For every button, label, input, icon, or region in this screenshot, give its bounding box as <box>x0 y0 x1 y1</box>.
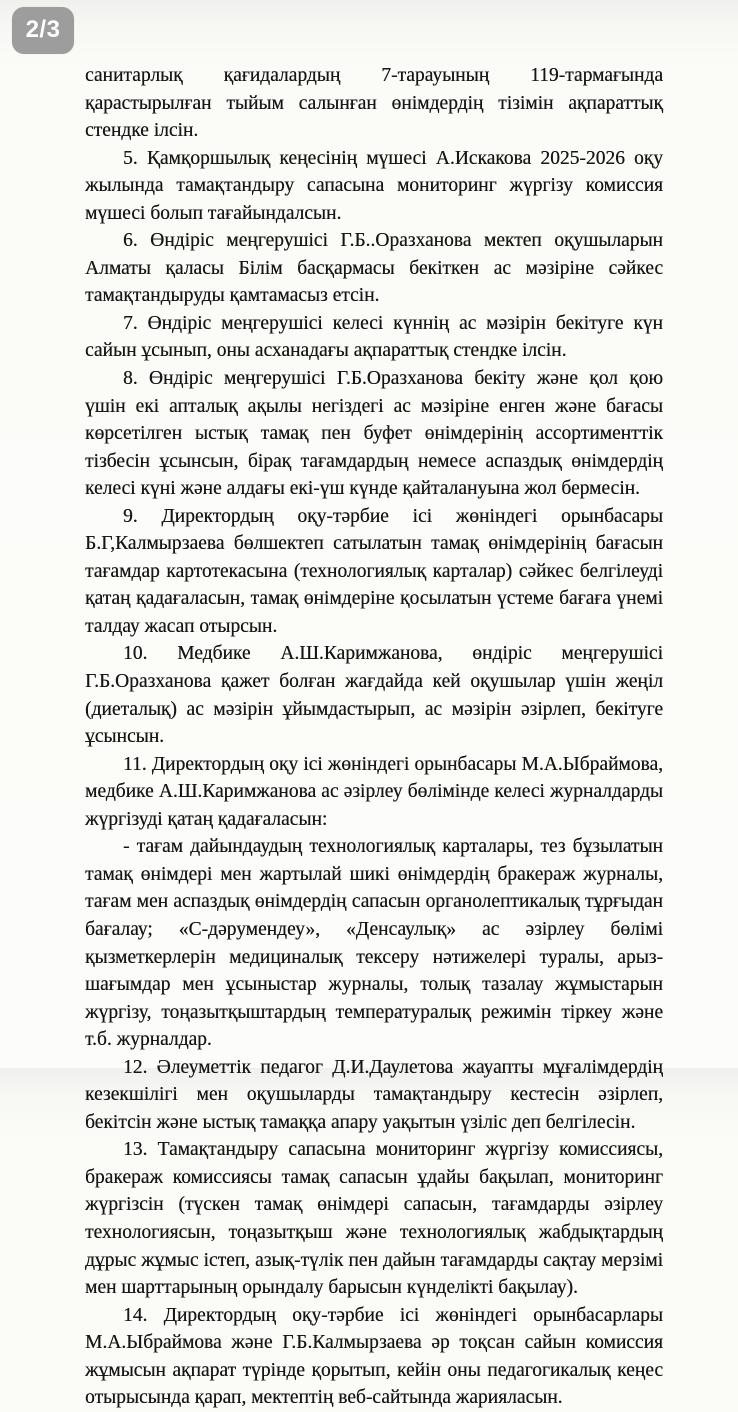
paragraph-10: 12. Әлеуметтік педагог Д.И.Даулетова жауапты мұғалімдердің кезекшілігі мен оқушыларды тамақтандыру кестесін әзірлеп, бекітсін және ыстық тамаққа апару уақытын үзіліс деп белгілесін. <box>85 1056 663 1133</box>
paragraph-6: 9. Директордың оқу-тәрбие ісі жөніндегі орынбасары Б.Г,Калмырзаева бөлшектеп сатылатын тамақ өнімдерінің бағасын тағамдар картотекасына (технологиялық карталар) сәйкес белгілеуді қатаң қадағаласын, тамақ өнімдеріне қосылатын үстеме бағаға үнемі талдау жасап отырсын. <box>85 505 663 637</box>
page-indicator-badge: 2/3 <box>12 7 74 54</box>
paragraph-7: 10. Медбике А.Ш.Каримжанова, өндіріс меңгерушісі Г.Б.Оразханова қажет болған жағдайда кей оқушылар үшін жеңіл (диеталық) ас мәзірін ұйымдастырып, ас мәзірін әзірлеп, бекітуге ұсынсын. <box>85 643 663 748</box>
paragraph-3: 6. Өндіріс меңгерушісі Г.Б..Оразханова мектеп оқушыларын Алматы қаласы Білім басқармасы бекіткен ас мәзіріне сәйкес тамақтандыруды қамтамасыз етсін. <box>85 230 663 307</box>
paragraph-4: 7. Өндіріс меңгерушісі келесі күннің ас мәзірін бекітуге күн сайын ұсынып, оны асханадағы ақпараттық стендке ілсін. <box>85 312 663 362</box>
paragraph-8: 11. Директордың оқу ісі жөніндегі орынбасары М.А.Ыбраймова, медбике А.Ш.Каримжанова ас әзірлеу бөлімінде келесі журналдарды жүргізуді қатаң қадағаласын: <box>85 753 663 830</box>
paragraph-1: санитарлық қағидалардың 7-тарауының 119-тармағында қарастырылған тыйым салынған өнімдердің тізімін ақпараттық стендке ілсін. <box>85 65 663 142</box>
paragraph-5: 8. Өндіріс меңгерушісі Г.Б.Оразханова бекіту және қол қою үшін екі апталық ақылы негіздегі ас мәзіріне енген және бағасы көрсетілген ыстық тамақ пен буфет өнімдерінің ассортименттік тізбесін ұсынсын, бірақ тағамдардың немесе аспаздық өнімдердің келесі күні және алдағы екі-үш күнде қайталануына жол бермесін. <box>85 368 663 500</box>
paragraph-12: 14. Директордың оқу-тәрбие ісі жөніндегі орынбасарлары М.А.Ыбраймова және Г.Б.Калмырзаева әр тоқсан сайын комиссия жұмысын ақпарат түрінде қорытып, кейін оны педагогикалық кеңес отырысында қарап, мектептің веб-сайтында жарияласын. <box>85 1304 663 1409</box>
paragraph-2: 5. Қамқоршылық кеңесінің мүшесі А.Искакова 2025-2026 оқу жылында тамақтандыру сапасына мониторинг жүргізу комиссия мүшесі болып тағайындалсын. <box>85 147 663 224</box>
paragraph-9: - тағам дайындаудың технологиялық карталары, тез бұзылатын тамақ өнімдері мен жартылай шикі өнімдердің бракераж журналы, тағам мен аспаздық өнімдердің сапасын органолептикалық тұрғыдан бағалау; «С-дәрумендеу», «Денсаулық» ас әзірлеу бөлімі қызметкерлерін медициналық тексеру нәтижелері туралы, арыз-шағымдар мен ұсыныстар журналы, толық тазалау жұмыстарын жүргізу, тоңазытқыштардың температуралық режимін тіркеу және т.б. журналдар. <box>85 836 663 1051</box>
paragraph-11: 13. Тамақтандыру сапасына мониторинг жүргізу комиссиясы, бракераж комиссиясы тамақ сапасын ұдайы бақылап, мониторинг жүргізсін (түскен тамақ өнімдері сапасын, тағамдарды әзірлеу технологиясын, тоңазытқыш және технологиялық жабдықтардың дұрыс жұмыс істеп, азық-түлік пен дайын тағамдарды сақтау мерзімі мен шарттарының орындалу барысын күнделікті бақылау). <box>85 1139 663 1299</box>
document-body <box>85 62 663 1412</box>
